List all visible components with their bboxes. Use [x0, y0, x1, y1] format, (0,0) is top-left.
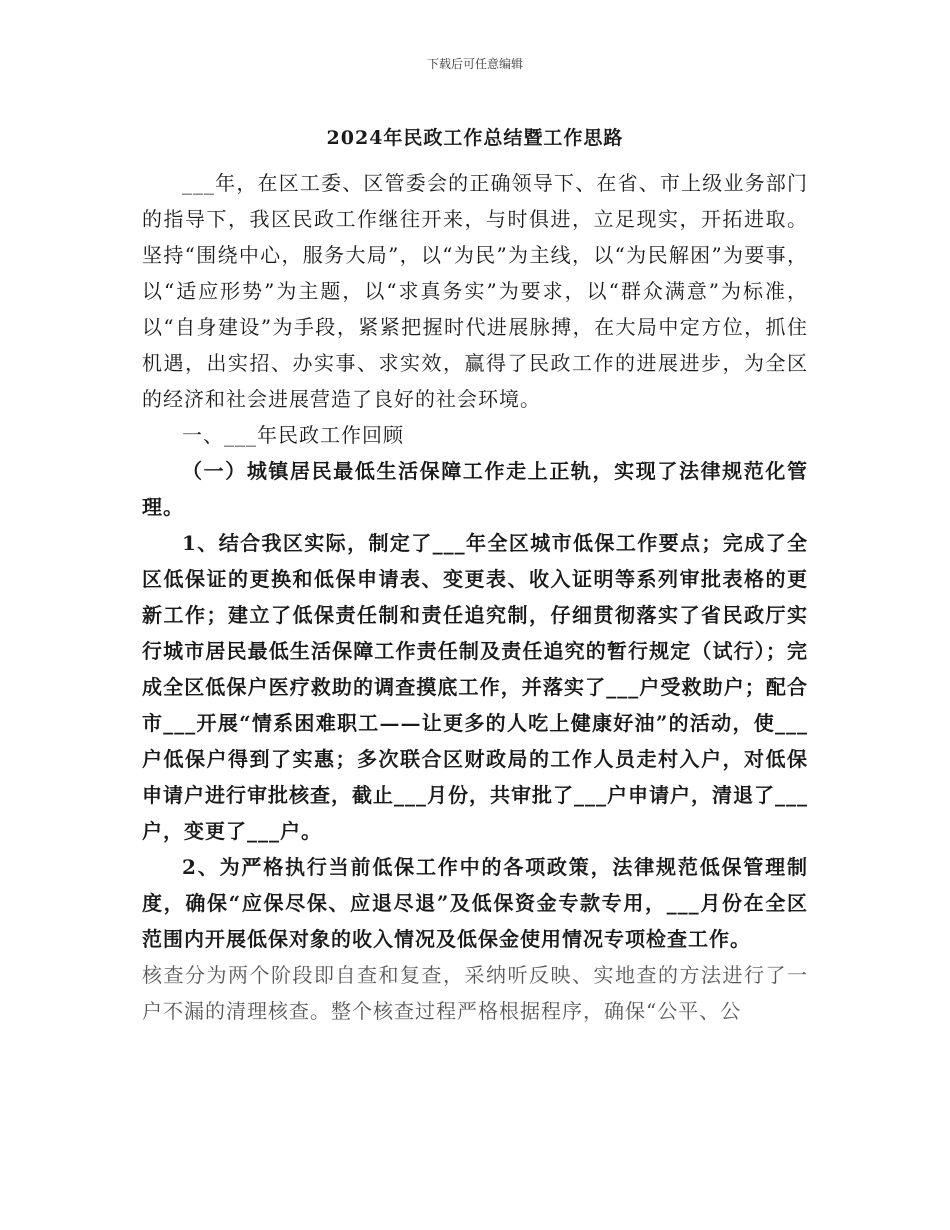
paragraph-intro: ___年，在区工委、区管委会的正确领导下、在省、市上级业务部门的指导下，我区民政工作继往开来，与时俱进，立足现实，开拓进取。坚持“围绕中心，服务大局”，以“为民”为主线，以“为民解困”为要事，以“适应形势”为主题，以“求真务实”为要求，以“群众满意”为标准，以“自身建设”为手段，紧紧把握时代进展脉搏，在大局中定方位，抓住机遇，出实招、办实事、求实效，赢得了民政工作的进展进步，为全区的经济和社会进展营造了良好的社会环境。 [142, 171, 808, 411]
section-heading-review: 一、___年民政工作回顾 [182, 423, 404, 447]
paragraph-item-2: 2、为严格执行当前低保工作中的各项政策，法律规范低保管理制度，确保“应保尽保、应退尽退”及低保资金专款专用，___月份在全区范围内开展低保对象的收入情况及低保金使用情况专项检查工作。 [142, 855, 808, 951]
page-header-note: 下载后可任意编辑 [426, 57, 523, 71]
paragraph-verification: 核查分为两个阶段即自查和复查，采纳听反映、实地查的方法进行了一户不漏的清理核查。整个核查过程严格根据程序，确保“公平、公 [142, 963, 808, 1023]
document-title: 2024年民政工作总结暨工作思路 [326, 127, 624, 149]
paragraph-item-1: 1、结合我区实际，制定了___年全区城市低保工作要点；完成了全区低保证的更换和低保申请表、变更表、收入证明等系列审批表格的更新工作；建立了低保责任制和责任追究制，仔细贯彻落实了省民政厅实行城市居民最低生活保障工作责任制及责任追究的暂行规定（试行）；完成全区低保户医疗救助的调查摸底工作，并落实了___户受救助户；配合市___开展“情系困难职工——让更多的人吃上健康好油”的活动，使___户低保户得到了实惠；多次联合区财政局的工作人员走村入户，对低保申请户进行审批核查，截止___月份，共审批了___户申请户，清退了___户，变更了___户。 [142, 531, 808, 843]
subsection-heading-low-income: （一）城镇居民最低生活保障工作走上正轨，实现了法律规范化管理。 [142, 459, 808, 519]
document-body [142, 165, 808, 1029]
